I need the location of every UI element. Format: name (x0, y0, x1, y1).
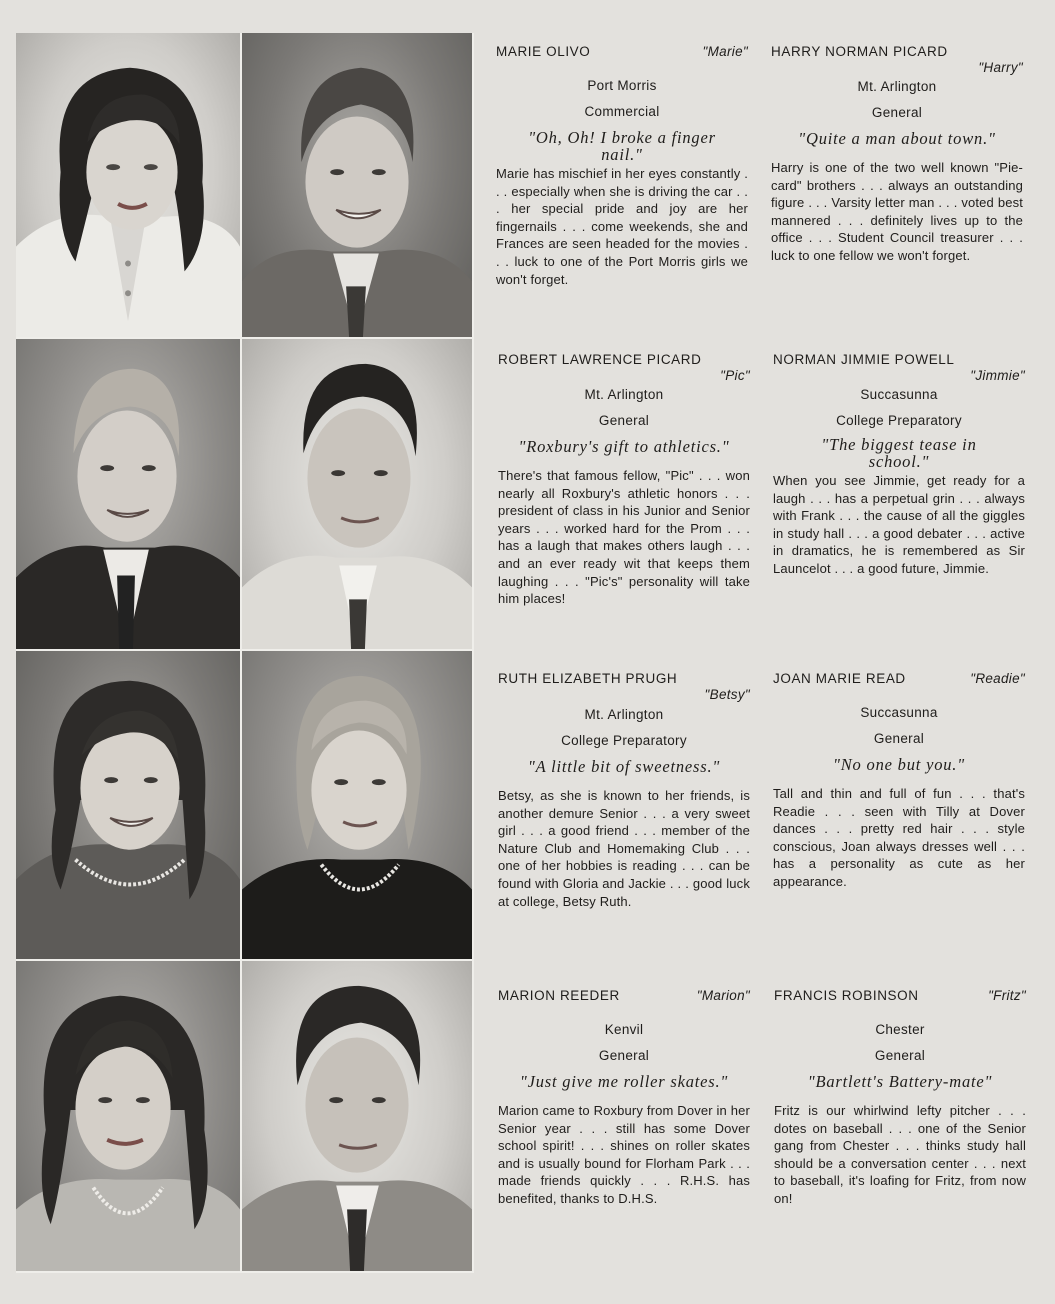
student-name: JOAN MARIE READ (773, 671, 906, 686)
course-of-study: General (598, 1048, 650, 1063)
entry-header (498, 988, 750, 1008)
course-of-study: College Preparatory (561, 733, 687, 748)
student-name: MARIE OLIVO (496, 44, 591, 59)
portrait-ruth-elizabeth-prugh (16, 651, 242, 961)
course-of-study: College Preparatory (836, 413, 962, 428)
portrait-joan-marie-read (242, 651, 474, 961)
hometown: Port Morris (587, 78, 657, 93)
portrait-marion-reeder (16, 961, 242, 1273)
hometown: Kenvil (604, 1022, 644, 1037)
hometown: Succasunna (860, 705, 938, 720)
biography: Betsy, as she is known to her friends, is another demure Senior . . . a very sweet girl . . . a good friend . . . member of the Nature Club and Homemaking Club . . . one of her hobbies is reading . . . can be found with Gloria and Jackie . . . good luck at college, Betsy Ruth. (498, 788, 750, 909)
student-name: ROBERT LAWRENCE PICARD (498, 352, 702, 367)
entry-header (498, 671, 750, 702)
student-nickname: "Harry" (978, 60, 1023, 75)
course-of-study: General (871, 105, 923, 120)
student-nickname: "Fritz" (988, 988, 1026, 1003)
student-nickname: "Pic" (720, 368, 750, 383)
entry-robert-lawrence-picard (498, 352, 750, 608)
entry-joan-marie-read (773, 671, 1025, 891)
senior-quote: "Roxbury's gift to athletics." (518, 437, 730, 456)
entry-header (774, 988, 1026, 1008)
entry-header (773, 352, 1025, 383)
entry-harry-norman-picard (771, 44, 1023, 265)
student-nickname: "Marion" (696, 988, 750, 1003)
portrait-harry-norman-picard (242, 33, 474, 339)
course-of-study: General (598, 413, 650, 428)
student-nickname: "Readie" (970, 671, 1025, 686)
entry-francis-robinson (774, 988, 1026, 1208)
entry-header (773, 671, 1025, 691)
entry-marion-reeder (498, 988, 750, 1208)
entry-norman-jimmie-powell (773, 352, 1025, 578)
student-nickname: "Jimmie" (970, 368, 1025, 383)
hometown: Mt. Arlington (857, 79, 937, 94)
hometown: Succasunna (860, 387, 938, 402)
biography: Tall and thin and full of fun . . . that's Readie . . . seen with Tilly at Dover dances . . . pretty red hair . . . style conscious, Joan always dresses well . . . has a personality as cute as her appearance. (773, 786, 1025, 889)
student-name: MARION REEDER (498, 988, 620, 1003)
biography: Marion came to Roxbury from Dover in her Senior year . . . still has some Dover school spirit! . . . shines on roller skates and is usually bound for Florham Park . . . made friends quickly . . . R.H.S. has benefited, thanks to D.H.S. (498, 1103, 750, 1206)
entry-header (496, 44, 748, 64)
senior-quote: "A little bit of sweetness." (527, 757, 721, 776)
entry-ruth-elizabeth-prugh (498, 671, 750, 910)
student-nickname: "Betsy" (704, 687, 750, 702)
student-name: NORMAN JIMMIE POWELL (773, 352, 955, 367)
entry-header (771, 44, 1023, 75)
biography: Harry is one of the two well known "Pie-card" brothers . . . always an outstanding figure . . . Varsity letter man . . . voted best mannered . . . definitely lives up to the office . . . Student Council treasurer . . . luck to one fellow we won't forget. (771, 160, 1023, 263)
biography: There's that famous fellow, "Pic" . . . won nearly all Roxbury's athletic honors . . . president of class in his Junior and Senior years . . . worked hard for the Prom . . . has a laugh that makes others laugh . . . and an ever ready wit that keeps them laughing . . . "Pic's" personality will take him places! (498, 468, 750, 607)
senior-quote: "Quite a man about town." (798, 129, 996, 148)
portrait-norman-jimmie-powell (242, 339, 474, 651)
hometown: Chester (875, 1022, 925, 1037)
portrait-grid (16, 33, 474, 1273)
course-of-study: General (873, 731, 925, 746)
portrait-marie-olivo (16, 33, 242, 339)
course-of-study: Commercial (584, 104, 660, 119)
entry-marie-olivo (496, 44, 748, 288)
senior-quote: "No one but you." (833, 755, 965, 774)
biography: Fritz is our whirlwind lefty pitcher . . . dotes on baseball . . . one of the Senior gang from Chester . . . thinks study hall should be a conversation center . . . next to baseball, it's loafing for Fritz, from now on! (774, 1103, 1026, 1206)
course-of-study: General (874, 1048, 926, 1063)
student-name: HARRY NORMAN PICARD (771, 44, 948, 59)
hometown: Mt. Arlington (584, 387, 664, 402)
student-name: RUTH ELIZABETH PRUGH (498, 671, 678, 686)
student-name: FRANCIS ROBINSON (774, 988, 919, 1003)
portrait-robert-lawrence-picard (16, 339, 242, 651)
senior-quote: "Oh, Oh! I broke a finger nail." (528, 128, 716, 164)
biography: Marie has mischief in her eyes constantly . . . especially when she is driving the car . . . her special pride and joy are her fingernails . . . come weekends, she and Frances are seen headed for the movies . . . luck to one of the Port Morris girls we won't forget. (496, 166, 748, 287)
senior-quote: "Just give me roller skates." (519, 1072, 729, 1091)
biography: When you see Jimmie, get ready for a laugh . . . has a perpetual grin . . . always with Frank . . . the cause of all the giggles in study hall . . . a good debater . . . active in dramatics, he is remembered as Sir Launcelot . . . a good future, Jimmie. (773, 473, 1025, 576)
entry-header (498, 352, 750, 383)
hometown: Mt. Arlington (584, 707, 664, 722)
senior-quote: "The biggest tease in school." (821, 435, 977, 471)
student-nickname: "Marie" (702, 44, 748, 59)
senior-quote: "Bartlett's Battery-mate" (807, 1072, 993, 1091)
portrait-francis-robinson (242, 961, 474, 1273)
